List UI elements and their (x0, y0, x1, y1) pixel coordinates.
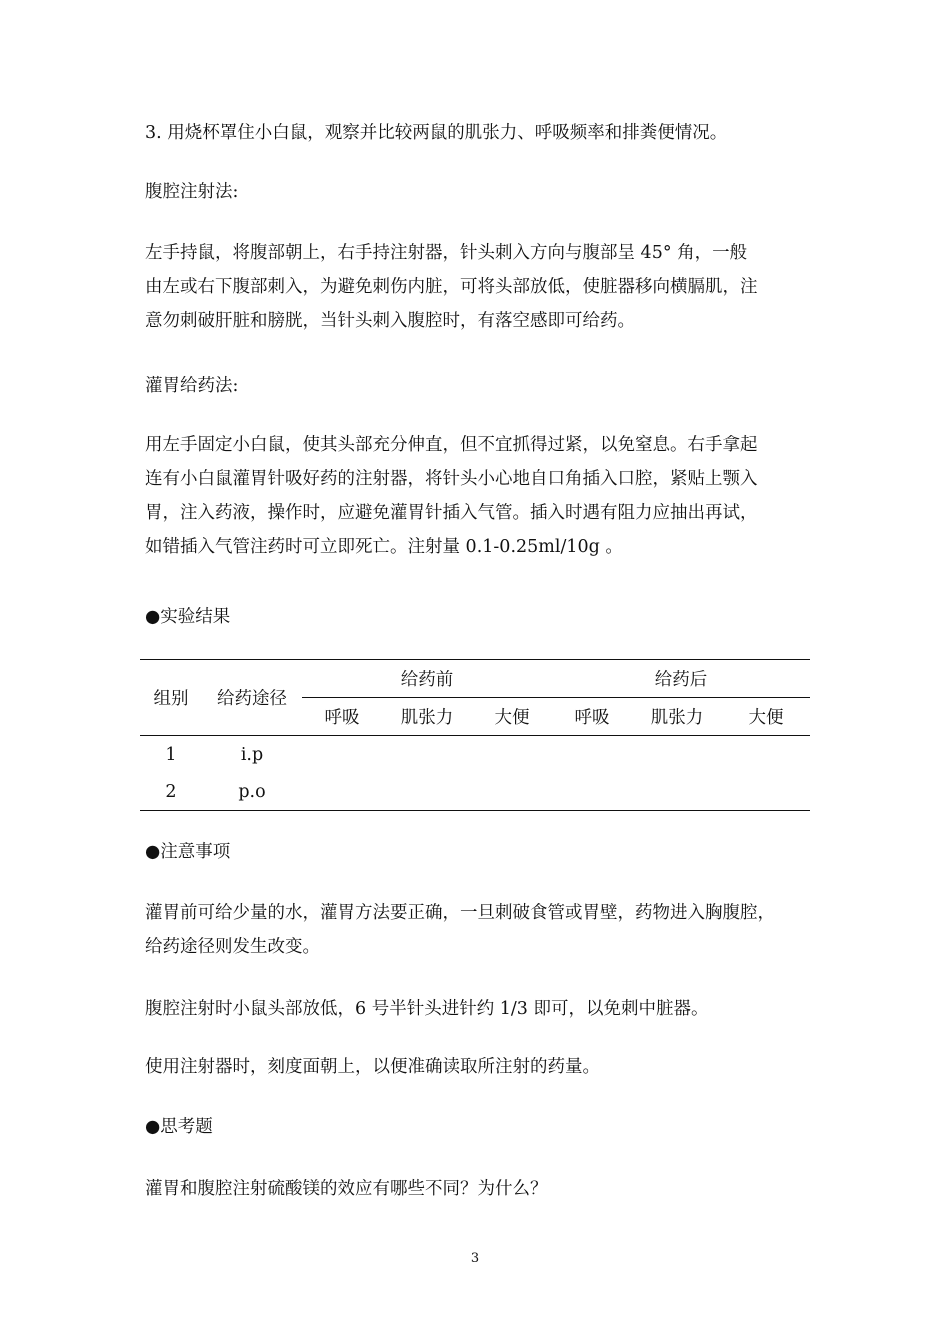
subheader-stool-after: 大便 (748, 708, 784, 728)
notes-line-2: 给药途径则发生改变。 (145, 937, 320, 957)
ip-line-2: 由左或右下腹部刺入，为避免刺伤内脏，可将头部放低，使脏器移向横膈肌，注 (145, 277, 758, 297)
question-1: 灌胃和腹腔注射硫酸镁的效应有哪些不同？为什么？ (145, 1179, 548, 1199)
subheader-breath-after: 呼吸 (574, 708, 610, 728)
subheader-stool-before: 大便 (494, 708, 530, 728)
ip-line-1: 左手持鼠，将腹部朝上，右手持注射器，针头刺入方向与腹部呈 45° 角，一般 (145, 243, 748, 263)
gavage-line-4: 如错插入气管注药时可立即死亡。注射量 0.1-0.25ml/10g 。 (145, 537, 623, 557)
ip-line-3: 意勿刺破肝脏和膀胱，当针头刺入腹腔时，有落空感即可给药。 (145, 311, 635, 331)
subheader-muscle-before: 肌张力 (400, 708, 454, 728)
table-row (140, 773, 810, 811)
notes-paragraph-2: 腹腔注射时小鼠头部放低，6 号半针头进针约 1/3 即可，以免刺中脏器。 (145, 999, 709, 1019)
notes-heading: ●注意事项 (145, 842, 231, 862)
row-route-cell: p.o (238, 781, 266, 802)
notes-line-1: 灌胃前可给少量的水，灌胃方法要正确，一旦刺破食管或胃壁，药物进入胸腹腔， (145, 903, 775, 923)
subheader-breath-before: 呼吸 (324, 708, 360, 728)
ip-method-paragraph (145, 236, 809, 338)
table-row (140, 736, 810, 774)
results-table (140, 659, 810, 811)
gavage-line-2: 连有小白鼠灌胃针吸好药的注射器，将针头小心地自口角插入口腔，紧贴上颚入 (145, 469, 758, 489)
subheader-muscle-after: 肌张力 (650, 708, 704, 728)
gavage-line-1: 用左手固定小白鼠，使其头部充分伸直，但不宜抓得过紧，以免窒息。右手拿起 (145, 435, 758, 455)
header-group: 组别 (153, 689, 189, 709)
notes-paragraph-1 (145, 896, 809, 964)
row-group-cell: 2 (165, 781, 177, 802)
ip-method-title: 腹腔注射法: (145, 182, 239, 202)
notes-paragraph-3: 使用注射器时，刻度面朝上，以便准确读取所注射的药量。 (145, 1057, 600, 1077)
header-after: 给药后 (552, 660, 810, 698)
results-heading: ●实验结果 (145, 607, 231, 627)
header-route: 给药途径 (217, 689, 287, 709)
row-group-cell: 1 (165, 744, 177, 765)
gavage-method-title: 灌胃给药法: (145, 376, 239, 396)
gavage-method-paragraph (145, 428, 809, 564)
page-number: 3 (470, 1251, 480, 1266)
results-table-container (140, 659, 810, 811)
header-before: 给药前 (302, 660, 552, 698)
step-3-text: 3. 用烧杯罩住小白鼠，观察并比较两鼠的肌张力、呼吸频率和排粪便情况。 (145, 123, 728, 143)
questions-heading: ●思考题 (145, 1117, 213, 1137)
row-route-cell: i.p (240, 744, 264, 765)
gavage-line-3: 胃，注入药液，操作时，应避免灌胃针插入气管。插入时遇有阻力应抽出再试， (145, 503, 758, 523)
